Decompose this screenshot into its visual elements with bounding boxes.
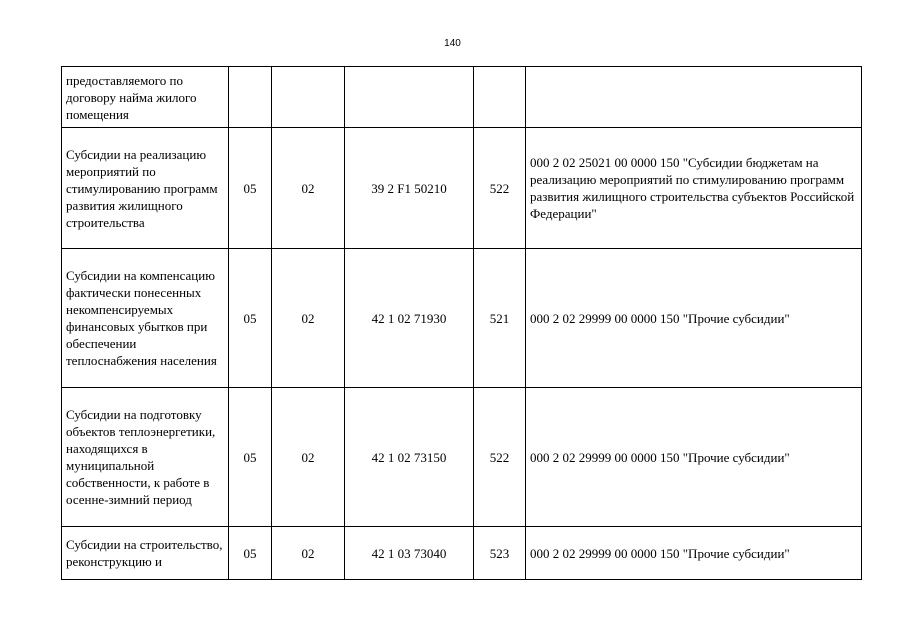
budget-table: [61, 66, 862, 580]
target-article-cell: [345, 67, 474, 128]
subsection-cell: 02: [272, 249, 345, 388]
expense-name-cell: Субсидии на строительство, реконструкцию и: [62, 527, 229, 580]
table-row: [62, 128, 862, 249]
subsection-cell: 02: [272, 388, 345, 527]
revenue-code-cell: 000 2 02 29999 00 0000 150 "Прочие субсидии": [526, 527, 862, 580]
subsection-cell: 02: [272, 527, 345, 580]
target-article-cell: 42 1 02 73150: [345, 388, 474, 527]
revenue-code-cell: [526, 67, 862, 128]
table-row: [62, 249, 862, 388]
revenue-code-cell: 000 2 02 25021 00 0000 150 "Субсидии бюджетам на реализацию мероприятий по стимулированию программ развития жилищного строительства субъектов Российской Федерации": [526, 128, 862, 249]
section-cell: 05: [229, 249, 272, 388]
section-cell: 05: [229, 388, 272, 527]
revenue-code-cell: 000 2 02 29999 00 0000 150 "Прочие субсидии": [526, 388, 862, 527]
section-cell: [229, 67, 272, 128]
section-cell: 05: [229, 527, 272, 580]
subsection-cell: 02: [272, 128, 345, 249]
expense-type-cell: 522: [474, 388, 526, 527]
revenue-code-cell: 000 2 02 29999 00 0000 150 "Прочие субсидии": [526, 249, 862, 388]
page-number: 140: [444, 38, 461, 49]
expense-type-cell: 523: [474, 527, 526, 580]
expense-name-cell: предоставляемого по договору найма жилого помещения: [62, 67, 229, 128]
expense-name-cell: Субсидии на компенсацию фактически понесенных некомпенсируемых финансовых убытков при обеспечении теплоснабжения населения: [62, 249, 229, 388]
subsection-cell: [272, 67, 345, 128]
target-article-cell: 42 1 03 73040: [345, 527, 474, 580]
table-row: [62, 67, 862, 128]
expense-type-cell: 522: [474, 128, 526, 249]
table-row: [62, 527, 862, 580]
expense-name-cell: Субсидии на подготовку объектов теплоэнергетики, находящихся в муниципальной собственности, к работе в осенне-зимний период: [62, 388, 229, 527]
section-cell: 05: [229, 128, 272, 249]
expense-type-cell: [474, 67, 526, 128]
table-row: [62, 388, 862, 527]
expense-name-cell: Субсидии на реализацию мероприятий по стимулированию программ развития жилищного строительства: [62, 128, 229, 249]
target-article-cell: 39 2 F1 50210: [345, 128, 474, 249]
expense-type-cell: 521: [474, 249, 526, 388]
target-article-cell: 42 1 02 71930: [345, 249, 474, 388]
